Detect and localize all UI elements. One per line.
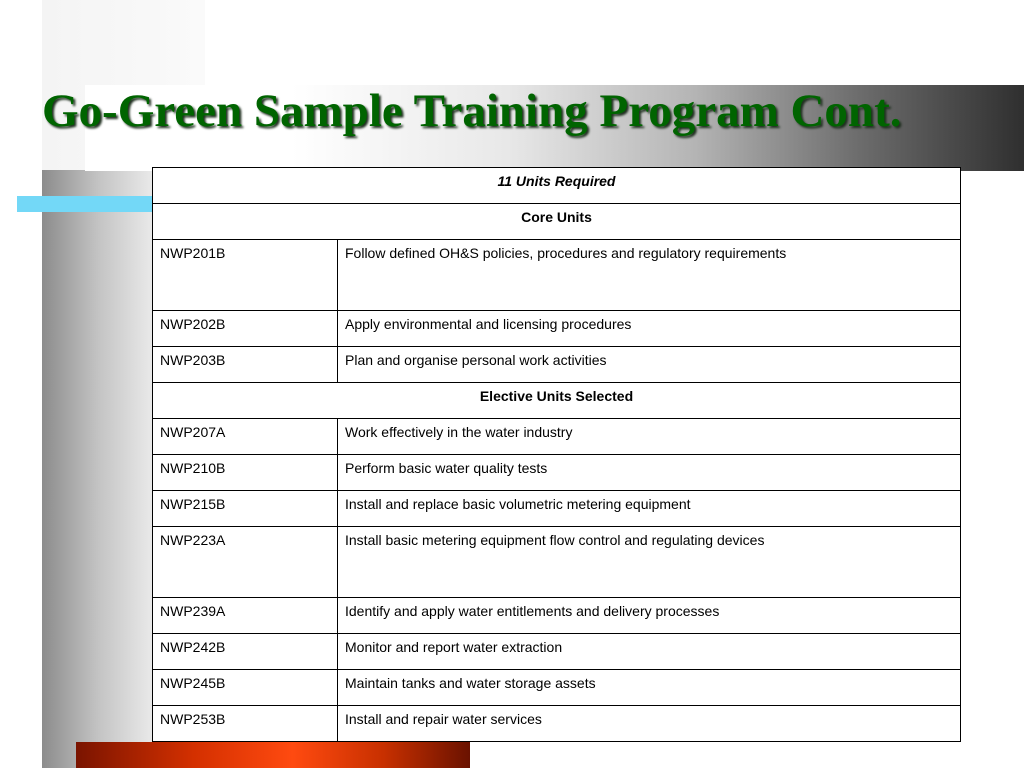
table-row bbox=[153, 311, 961, 347]
table-row bbox=[153, 670, 961, 706]
core-units-heading: Core Units bbox=[153, 204, 961, 240]
unit-title: Install and repair water services bbox=[338, 706, 961, 742]
table-row bbox=[153, 455, 961, 491]
unit-code: NWP239A bbox=[153, 598, 338, 634]
table-row bbox=[153, 347, 961, 383]
unit-code: NWP207A bbox=[153, 419, 338, 455]
table-header-row bbox=[153, 168, 961, 204]
section-row-core bbox=[153, 204, 961, 240]
unit-code: NWP242B bbox=[153, 634, 338, 670]
unit-code: NWP203B bbox=[153, 347, 338, 383]
unit-title: Perform basic water quality tests bbox=[338, 455, 961, 491]
units-required-header: 11 Units Required bbox=[153, 168, 961, 204]
unit-title: Follow defined OH&S policies, procedures and regulatory requirements bbox=[338, 240, 961, 311]
units-table bbox=[152, 167, 961, 742]
table-row bbox=[153, 419, 961, 455]
unit-title: Install and replace basic volumetric metering equipment bbox=[338, 491, 961, 527]
unit-title: Apply environmental and licensing procedures bbox=[338, 311, 961, 347]
table-row bbox=[153, 527, 961, 598]
section-row-elective bbox=[153, 383, 961, 419]
unit-code: NWP210B bbox=[153, 455, 338, 491]
unit-code: NWP223A bbox=[153, 527, 338, 598]
unit-title: Work effectively in the water industry bbox=[338, 419, 961, 455]
unit-code: NWP215B bbox=[153, 491, 338, 527]
unit-code: NWP202B bbox=[153, 311, 338, 347]
unit-title: Maintain tanks and water storage assets bbox=[338, 670, 961, 706]
unit-title: Monitor and report water extraction bbox=[338, 634, 961, 670]
table-row bbox=[153, 634, 961, 670]
table-row bbox=[153, 491, 961, 527]
unit-title: Identify and apply water entitlements and delivery processes bbox=[338, 598, 961, 634]
slide-title: Go-Green Sample Training Program Cont. bbox=[42, 85, 902, 137]
table-row bbox=[153, 240, 961, 311]
unit-code: NWP245B bbox=[153, 670, 338, 706]
unit-code: NWP201B bbox=[153, 240, 338, 311]
table-row bbox=[153, 598, 961, 634]
unit-title: Plan and organise personal work activities bbox=[338, 347, 961, 383]
table-row bbox=[153, 706, 961, 742]
unit-code: NWP253B bbox=[153, 706, 338, 742]
red-bar-decoration bbox=[76, 742, 470, 768]
elective-units-heading: Elective Units Selected bbox=[153, 383, 961, 419]
unit-title: Install basic metering equipment flow control and regulating devices bbox=[338, 527, 961, 598]
